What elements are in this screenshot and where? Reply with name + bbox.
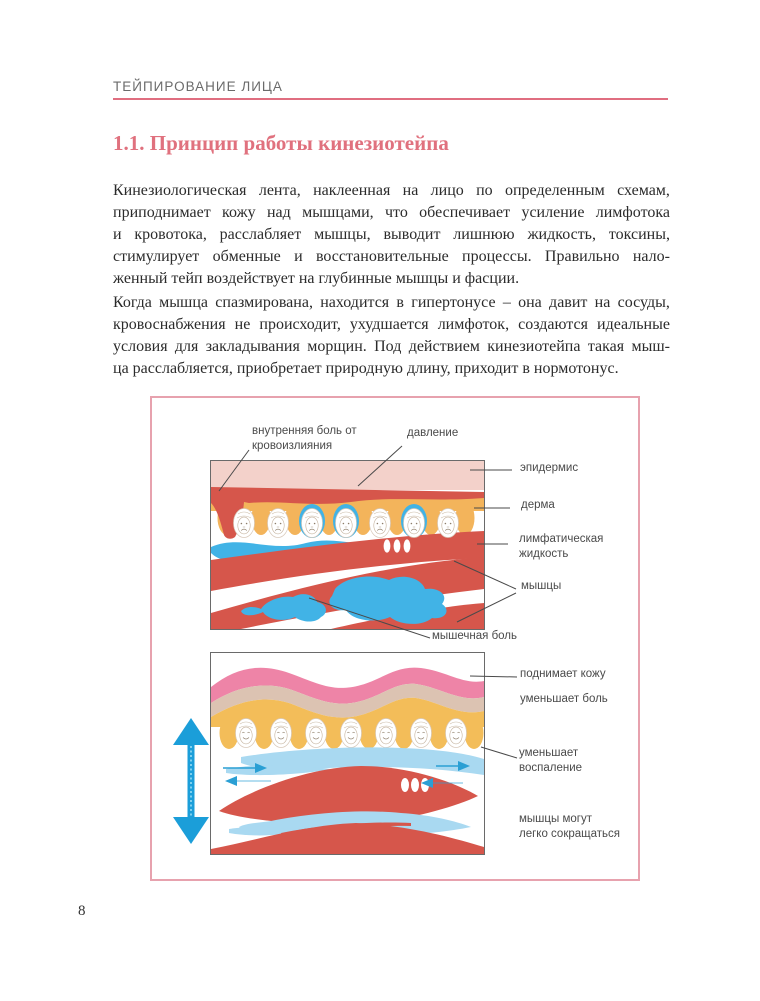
label-reduces-pain: уменьшает боль	[520, 693, 608, 705]
label-line: лимфатическая	[519, 533, 604, 545]
skin-layers-diagram-before	[210, 460, 485, 630]
anatomy-figure	[150, 396, 640, 881]
paragraph-line: Когда мышца спазмирована, находится в гипертонусе – она давит на сосуды,	[113, 294, 670, 311]
header-rule	[113, 98, 668, 100]
label-line: воспаление	[519, 762, 583, 774]
label-pressure: давление	[407, 427, 459, 439]
label-line: легко сокращаться	[519, 828, 620, 840]
paragraph-line: ца расслабляется, приобретает природную длину, приходит в нормотонус.	[113, 360, 619, 377]
skin-layers-diagram-after	[210, 652, 485, 855]
label-lymphatic-fluid	[519, 532, 603, 562]
running-head: ТЕЙПИРОВАНИЕ ЛИЦА	[113, 79, 283, 94]
page-number: 8	[78, 903, 86, 919]
body-paragraph-1	[113, 180, 670, 290]
body-paragraph-2	[113, 292, 670, 380]
label-line: мышцы могут	[519, 813, 592, 825]
pressure-dots	[401, 778, 429, 792]
label-derma: дерма	[521, 499, 555, 511]
paragraph-line: условия для закладывания морщин. Под действием кинезиотейпа такая мыш-	[113, 338, 670, 355]
label-reduces-inflammation	[519, 746, 582, 776]
epidermis-layer	[211, 461, 484, 490]
label-muscles: мышцы	[521, 580, 562, 592]
label-line: кровоизлияния	[252, 440, 333, 452]
label-muscle-pain: мышечная боль	[432, 630, 518, 642]
label-internal-pain	[252, 424, 357, 454]
pressure-dots	[384, 539, 411, 552]
paragraph-line: Кинезиологическая лента, наклеенная на лицо по определенным схемам,	[113, 182, 670, 199]
label-epidermis: эпидермис	[520, 462, 579, 474]
paragraph-line: кровоснабжения не происходит, ухудшается лимфоток, создаются идеальные	[113, 316, 670, 333]
stretch-double-arrow-icon	[172, 718, 210, 844]
label-line: жидкость	[519, 548, 569, 560]
label-line: уменьшает	[519, 747, 579, 759]
paragraph-line: стимулирует обменные и восстановительные процессы. Правильно нало-	[113, 248, 670, 265]
label-line: внутренняя боль от	[252, 425, 357, 437]
paragraph-line: приподнимает кожу над мышцами, что обеспечивает усиление лимфотока	[113, 204, 670, 221]
label-muscles-contract	[519, 812, 620, 842]
paragraph-line: женный тейп воздействует на глубинные мышцы и фасции.	[113, 270, 520, 287]
section-heading: 1.1. Принцип работы кинезиотейпа	[113, 131, 449, 155]
label-lifts-skin: поднимает кожу	[520, 668, 606, 680]
paragraph-line: и кровотока, расслабляет мышцы, выводит лишнюю жидкость, токсины,	[113, 226, 670, 243]
